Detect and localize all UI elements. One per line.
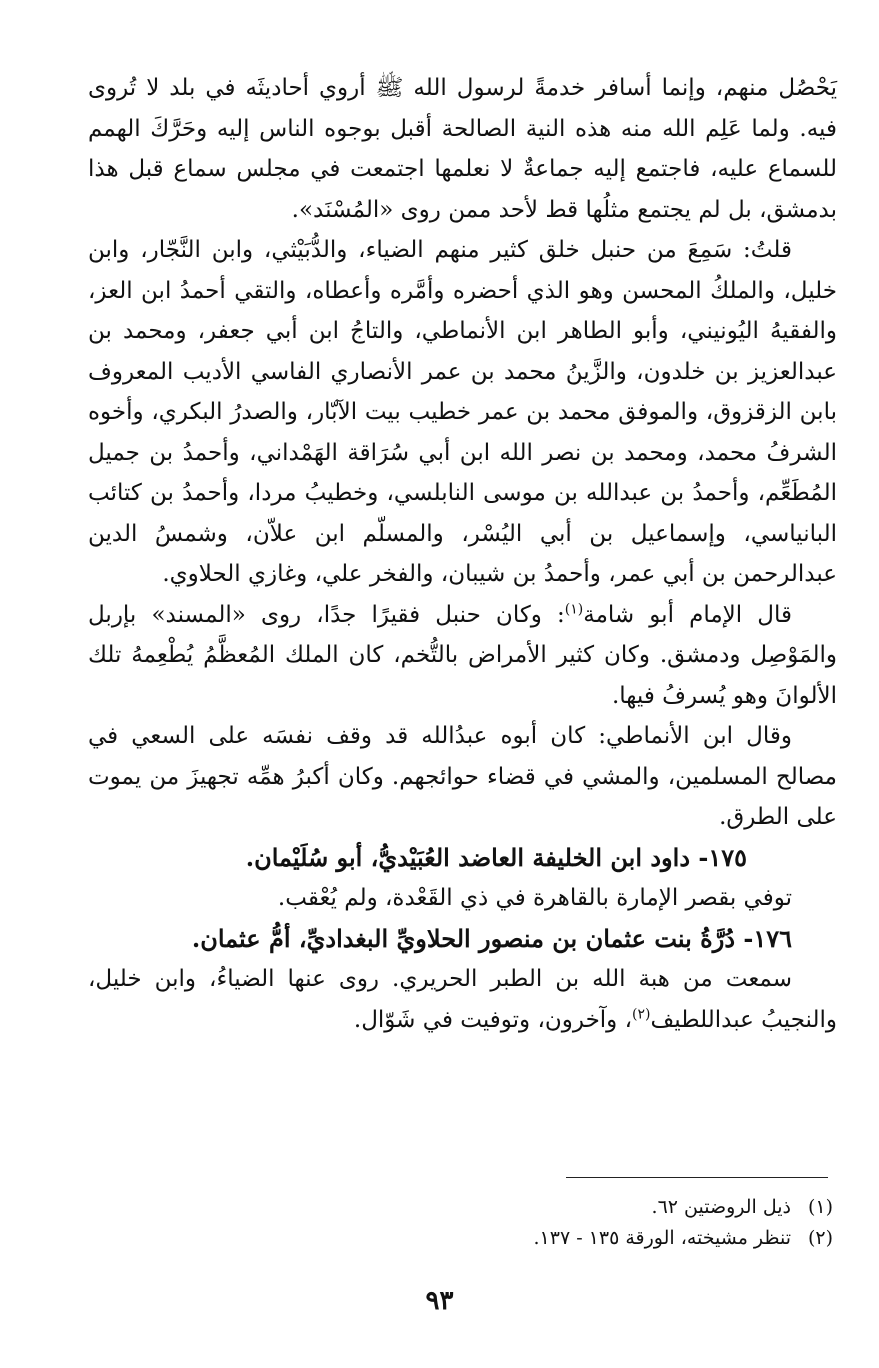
- footnote-number: (٢): [807, 1227, 833, 1249]
- footnote-1: [300, 1192, 833, 1223]
- footnotes: [300, 1192, 833, 1254]
- footnote-number: (١): [807, 1196, 833, 1218]
- paragraph-ibn-al-anmati: وقال ابن الأنماطي: كان أبوه عبدُالله قد وقف نفسَه على السعي في مصالح المسلمين، والمشي في قضاء حوائجهم. وكان أكبرُ همِّه تجهيزَ من يموت على الطرق.: [88, 723, 837, 830]
- paragraph-abu-shama-start: قال الإمام أبو شامة: [583, 601, 792, 628]
- paragraph-abu-shama: [88, 595, 837, 717]
- footnote-text: تنظر مشيخته، الورقة ١٣٥ - ١٣٧.: [533, 1227, 791, 1249]
- paragraph-hanbal-students: قلتُ: سَمِعَ من حنبل خلق كثير منهم الضياء، والدُّبَيْثي، وابن النَّجّار، وابن خليل، والملكُ المحسن وهو الذي أحضره وأمَّره وأعطاه، والتقي أحمدُ ابن العز، والفقيهُ اليُونيني، وأبو الطاهر ابن الأنماطي، والتاجُ ابن أبي جعفر، ومحمد بن عبدالعزيز بن خلدون، والزَّينُ محمد بن عمر الأنصاري الفاسي الأديب المعروف بابن الزقزوق، والموفق محمد بن عمر خطيب بيت الآبّار، والصدرُ البكري، وأخوه الشرفُ محمد، ومحمد بن نصر الله ابن أبي سُرَاقة الهَمْداني، وأحمدُ بن جميل المُطَعِّم، وأحمدُ بن عبدالله بن موسى النابلسي، وخطيبُ مردا، وأحمدُ بن كتائب البانياسي، وإسماعيل بن أبي اليُسْر، والمسلّم ابن علاّن، وشمسُ الدين عبدالرحمن بن أبي عمر، وأحمدُ بن شيبان، والفخر علي، وغازي الحلاوي.: [88, 237, 837, 587]
- paragraph-abu-shama-rest: : وكان حنبل فقيرًا جدًا، روى «المسند» بإربل والمَوْصِل ودمشق. وكان كثير الأمراض بالتُّخم، كان الملك المُعظَّمُ يُطْعِمهُ تلك الألوانَ وهو يُسرفُ فيها.: [88, 601, 837, 709]
- paragraph-entry-176-rest: ، وآخرون، وتوفيت في شَوّال.: [353, 1006, 633, 1033]
- paragraph-entry-176-start: سمعت من هبة الله بن الطبر الحريري. روى عنها الضياءُ، وابن خليل، والنجيبُ عبداللطيف: [88, 966, 837, 1033]
- footnote-marker-1: (١): [564, 600, 584, 617]
- entry-heading-176: ١٧٦- دُرَّةُ بنت عثمان بن منصور الحلاويِّ البغداديِّ، أمُّ عثمان.: [191, 923, 792, 953]
- footnote-separator: [566, 1177, 828, 1178]
- page-number: ٩٣: [425, 1286, 454, 1316]
- paragraph-continuation: يَحْصُل منهم، وإنما أسافر خدمةً لرسول الله ﷺ أروي أحاديثَه في بلد لا تُروى فيه. ولما عَلِم الله منه هذه النية الصالحة أقبل بوجوه الناس إليه وحَرَّكَ الهمم للسماع عليه، فاجتمع إليه جماعةٌ لا نعلمها اجتمعت في مجلس سماع قبل هذا بدمشق، بل لم يجتمع مثلُها قط لأحد ممن روى «المُسْنَد».: [88, 75, 837, 223]
- paragraph-entry-175: توفي بقصر الإمارة بالقاهرة في ذي القَعْدة، ولم يُعْقب.: [277, 885, 792, 911]
- main-text: [88, 68, 837, 1040]
- footnote-marker-2: (٢): [632, 1005, 651, 1022]
- footnote-text: ذيل الروضتين ٦٢.: [651, 1196, 791, 1218]
- paragraph-entry-176: [88, 959, 837, 1040]
- footnote-2: [300, 1223, 833, 1254]
- entry-heading-175: ١٧٥- داود ابن الخليفة العاضد العُبَيْديُّ، أبو سُلَيْمان.: [245, 842, 747, 872]
